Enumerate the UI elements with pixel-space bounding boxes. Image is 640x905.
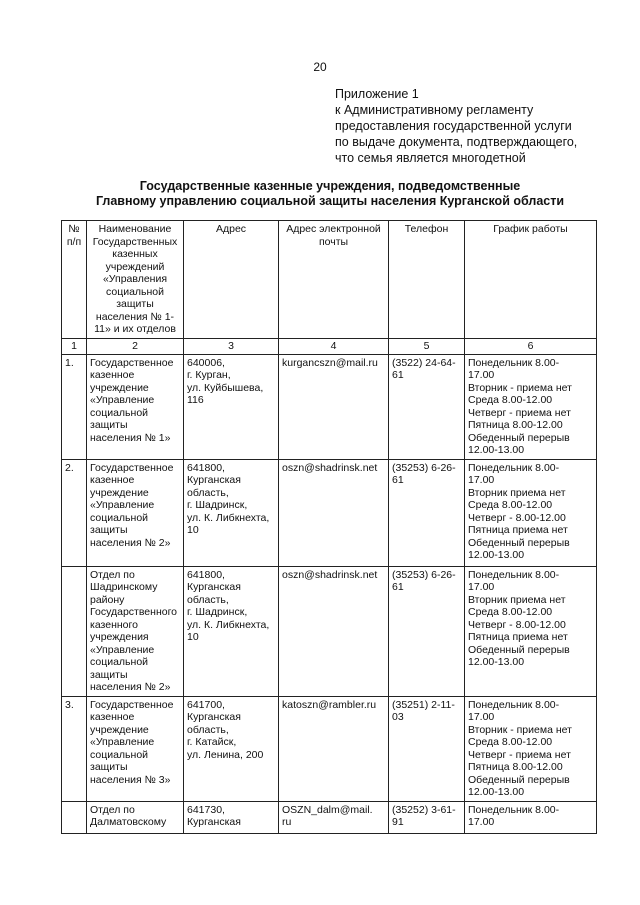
cell-line: Понедельник 8.00-	[468, 698, 560, 711]
cell-line: социальной	[90, 748, 149, 761]
cell-line: Курганская	[187, 474, 241, 486]
table-header-row	[62, 221, 597, 339]
title-line: Государственные казенные учреждения, подведомственные	[139, 179, 521, 193]
appendix-line: к Административному регламенту	[335, 103, 534, 117]
cell-line: График работы	[493, 223, 568, 235]
cell-line: защиты	[90, 668, 128, 681]
cell-line: Наименование	[98, 223, 172, 235]
cell-line: 641800,	[187, 461, 225, 474]
cell-line: область,	[187, 723, 229, 736]
cell-line: Четверг - приема нет	[468, 748, 571, 761]
cell-line: Пятница 8.00-12.00	[468, 761, 563, 773]
cell-num	[62, 566, 87, 696]
cell-line: ул. Ленина, 200	[187, 748, 264, 761]
cell-line: ул. К. Либкнехта,	[187, 511, 270, 524]
cell-phone	[389, 696, 465, 801]
cell-line: «Управление	[90, 736, 155, 748]
cell-line: Четверг - приема нет	[468, 406, 571, 419]
cell-line: г. Катайск,	[187, 736, 237, 748]
cell-email	[279, 801, 389, 833]
header-cell	[62, 221, 87, 339]
cell-line: защиты	[116, 298, 154, 310]
cell-line: 17.00	[468, 581, 495, 593]
column-number: 4	[279, 339, 389, 355]
cell-line: ru	[282, 816, 292, 828]
cell-line: 61	[392, 474, 404, 486]
cell-name	[87, 801, 184, 833]
column-number: 6	[465, 339, 597, 355]
cell-line: 640006,	[187, 356, 225, 369]
cell-line: 641730,	[187, 803, 225, 816]
cell-line: казенное	[90, 474, 135, 486]
cell-line: учреждение	[90, 723, 149, 736]
cell-line: п/п	[66, 235, 82, 248]
cell-line: (35253) 6-26-	[392, 461, 456, 474]
table-row	[62, 566, 597, 696]
cell-line: kurgancszn@mail.ru	[282, 356, 378, 369]
cell-line: (35252) 3-61-	[392, 803, 456, 816]
cell-line: Понедельник 8.00-	[468, 461, 560, 474]
title-line: Главному управлению социальной защиты населения Курганской области	[95, 194, 565, 208]
cell-line: «Управление	[90, 394, 155, 406]
cell-line: OSZN_dalm@mail.	[282, 803, 373, 816]
cell-line: защиты	[90, 419, 128, 431]
cell-line: казенного	[90, 618, 138, 631]
table-row	[62, 459, 597, 566]
cell-num: 1.	[62, 354, 87, 459]
column-number: 3	[184, 339, 279, 355]
appendix-line: предоставления государственной услуги	[335, 119, 572, 133]
cell-email	[279, 696, 389, 801]
cell-phone	[389, 801, 465, 833]
cell-schedule	[465, 566, 597, 696]
cell-line: Шадринскому	[90, 581, 158, 593]
cell-phone	[389, 354, 465, 459]
cell-line: населения № 1»	[90, 431, 171, 444]
cell-line: Понедельник 8.00-	[468, 803, 560, 816]
cell-line: Вторник приема нет	[468, 486, 566, 499]
appendix-header	[335, 86, 615, 166]
cell-line: казенное	[90, 369, 135, 381]
cell-line: социальной	[105, 285, 165, 298]
cell-line: 12.00-13.00	[468, 444, 525, 456]
cell-line: 61	[392, 369, 404, 381]
cell-line: г. Шадринск,	[187, 606, 248, 618]
appendix-line: Приложение 1	[335, 87, 419, 101]
cell-line: населения № 2»	[90, 536, 171, 549]
header-cell	[184, 221, 279, 339]
cell-line: г. Шадринск,	[187, 499, 248, 511]
cell-line: Четверг - 8.00-12.00	[468, 618, 566, 631]
cell-line: Обеденный перерыв	[468, 643, 570, 656]
cell-address	[184, 566, 279, 696]
table-body	[62, 354, 597, 833]
cell-line: Обеденный перерыв	[468, 536, 570, 549]
cell-line: katoszn@rambler.ru	[282, 698, 377, 711]
cell-line: 10	[187, 631, 199, 643]
table-row	[62, 354, 597, 459]
cell-line: Государственное	[90, 698, 174, 711]
cell-address	[184, 459, 279, 566]
cell-line: (3522) 24-64-	[392, 356, 456, 369]
cell-line: Вторник - приема нет	[468, 723, 572, 736]
cell-line: социальной	[90, 406, 149, 419]
cell-line: почты	[318, 235, 349, 248]
cell-line: Адрес	[215, 223, 247, 235]
document-title	[60, 179, 600, 209]
cell-line: Телефон	[404, 223, 449, 235]
cell-line: Обеденный перерыв	[468, 773, 570, 786]
header-cell	[389, 221, 465, 339]
cell-email	[279, 354, 389, 459]
appendix-line: что семья является многодетной	[335, 151, 526, 165]
cell-line: Среда 8.00-12.00	[468, 394, 553, 406]
cell-line: 11» и их отделов	[94, 323, 176, 335]
cell-line: Государственное	[90, 356, 174, 369]
cell-line: Курганская	[187, 581, 241, 593]
cell-line: Среда 8.00-12.00	[468, 736, 553, 748]
column-number: 2	[87, 339, 184, 355]
cell-address	[184, 696, 279, 801]
cell-line: ул. К. Либкнехта,	[187, 618, 270, 631]
cell-phone	[389, 566, 465, 696]
cell-name	[87, 459, 184, 566]
cell-line: Пятница приема нет	[468, 631, 568, 643]
cell-line: Пятница 8.00-12.00	[468, 419, 563, 431]
cell-line: учреждение	[90, 486, 149, 499]
cell-schedule	[465, 696, 597, 801]
cell-line: Курганская	[187, 816, 241, 828]
cell-line: учреждения	[90, 631, 149, 643]
cell-line: учреждение	[90, 381, 149, 394]
cell-line: казенное	[90, 711, 135, 723]
cell-schedule	[465, 354, 597, 459]
cell-phone	[389, 459, 465, 566]
cell-name	[87, 566, 184, 696]
cell-email	[279, 459, 389, 566]
cell-line: защиты	[90, 524, 128, 536]
cell-line: oszn@shadrinsk.net	[282, 568, 378, 581]
cell-line: «Управление	[90, 499, 155, 511]
cell-line: Отдел по	[90, 803, 135, 816]
cell-line: №	[68, 223, 80, 235]
cell-line: 641700,	[187, 698, 225, 711]
cell-name	[87, 354, 184, 459]
cell-line: 91	[392, 816, 404, 828]
cell-num: 2.	[62, 459, 87, 566]
page-number: 20	[313, 60, 327, 74]
column-number-row	[62, 339, 597, 355]
cell-line: oszn@shadrinsk.net	[282, 461, 378, 474]
cell-line: Пятница приема нет	[468, 524, 568, 536]
cell-line: Обеденный перерыв	[468, 431, 570, 444]
cell-line: социальной	[90, 511, 149, 524]
cell-num	[62, 801, 87, 833]
cell-line: Отдел по	[90, 568, 135, 581]
cell-line: Среда 8.00-12.00	[468, 606, 553, 618]
column-number: 5	[389, 339, 465, 355]
cell-line: Вторник - приема нет	[468, 381, 572, 394]
cell-line: Далматовскому	[90, 816, 167, 828]
cell-address	[184, 801, 279, 833]
cell-line: (35251) 2-11-	[392, 698, 455, 711]
header-cell	[279, 221, 389, 339]
cell-line: Четверг - 8.00-12.00	[468, 511, 566, 524]
cell-line: 17.00	[468, 369, 495, 381]
cell-line: району	[90, 593, 125, 606]
cell-line: 17.00	[468, 711, 495, 723]
cell-line: 61	[392, 581, 404, 593]
cell-line: Государственных	[92, 235, 178, 248]
cell-line: 17.00	[468, 474, 495, 486]
cell-line: 12.00-13.00	[468, 549, 525, 561]
table-row	[62, 696, 597, 801]
institutions-table	[61, 220, 597, 834]
appendix-line: по выдаче документа, подтверждающего,	[335, 135, 578, 149]
cell-line: Понедельник 8.00-	[468, 356, 560, 369]
cell-line: ул. Куйбышева,	[187, 381, 264, 394]
cell-line: Среда 8.00-12.00	[468, 499, 553, 511]
cell-line: учреждений	[105, 260, 165, 273]
cell-line: Понедельник 8.00-	[468, 568, 560, 581]
cell-line: 12.00-13.00	[468, 786, 525, 798]
cell-line: 03	[392, 711, 404, 723]
cell-line: г. Курган,	[187, 369, 231, 381]
cell-line: защиты	[90, 761, 128, 773]
cell-line: 12.00-13.00	[468, 656, 525, 668]
header-cell	[465, 221, 597, 339]
cell-line: социальной	[90, 656, 149, 668]
column-number: 1	[62, 339, 87, 355]
cell-line: 641800,	[187, 568, 225, 581]
cell-line: Государственное	[90, 461, 174, 474]
cell-line: 10	[187, 524, 199, 536]
cell-schedule	[465, 801, 597, 833]
cell-name	[87, 696, 184, 801]
cell-line: «Управления	[102, 273, 168, 285]
cell-line: область,	[187, 486, 229, 499]
cell-line: Адрес электронной	[286, 223, 381, 235]
cell-schedule	[465, 459, 597, 566]
cell-line: (35253) 6-26-	[392, 568, 456, 581]
cell-line: Государственного	[90, 606, 178, 618]
cell-line: населения № 1-	[95, 310, 175, 323]
cell-line: населения № 2»	[90, 681, 171, 693]
cell-line: населения № 3»	[90, 773, 171, 786]
cell-line: «Управление	[90, 643, 155, 656]
cell-email	[279, 566, 389, 696]
cell-line: 17.00	[468, 816, 495, 828]
cell-num: 3.	[62, 696, 87, 801]
cell-line: Вторник приема нет	[468, 593, 566, 606]
table-row	[62, 801, 597, 833]
cell-address	[184, 354, 279, 459]
cell-line: 116	[187, 394, 204, 406]
cell-line: область,	[187, 593, 229, 606]
cell-line: Курганская	[187, 711, 241, 723]
header-cell	[87, 221, 184, 339]
cell-line: казенных	[112, 248, 158, 260]
